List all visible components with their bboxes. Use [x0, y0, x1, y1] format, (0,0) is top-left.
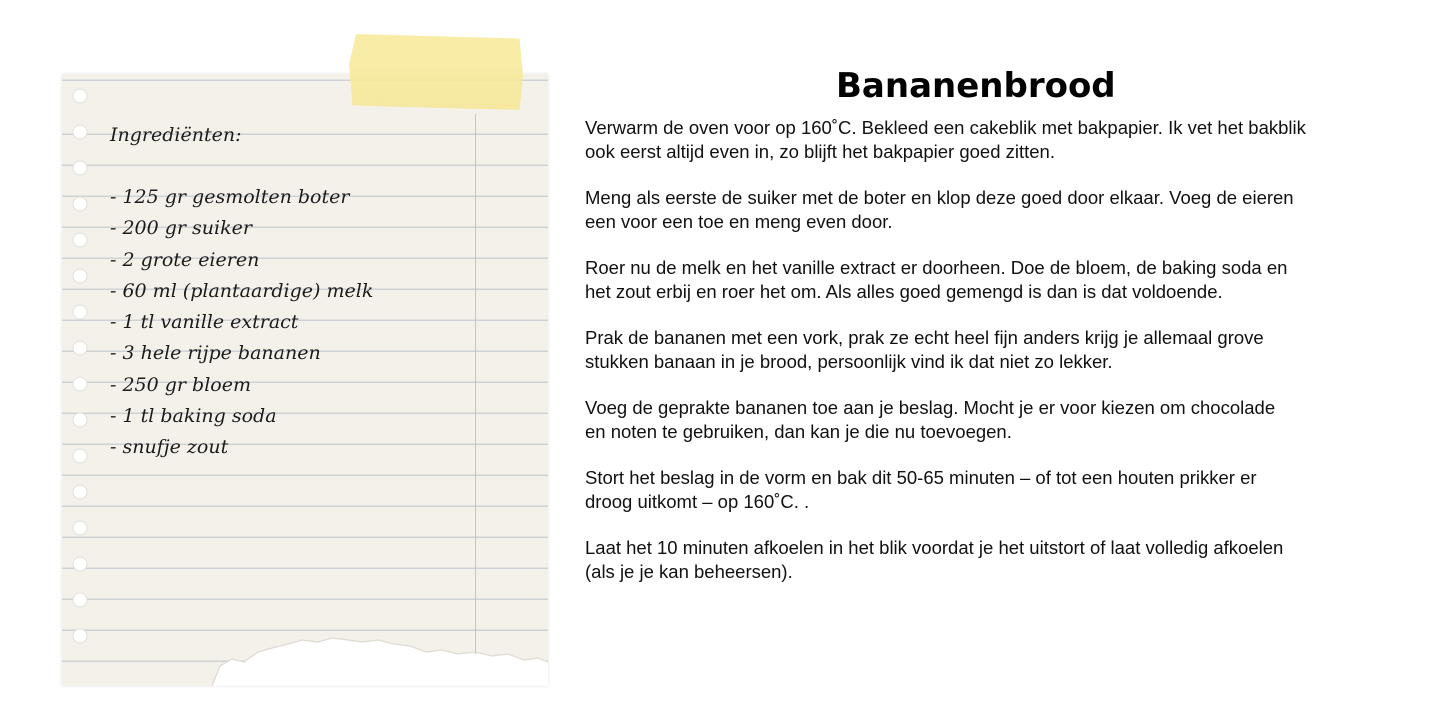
- step-paragraph: Voeg de geprakte bananen toe aan je beslag. Mocht je er voor kiezen om chocolade en noten te gebruiken, dan kan je die nu toevoegen.: [585, 397, 1276, 442]
- margin-line: [475, 114, 476, 654]
- ingredients-section: [110, 120, 450, 464]
- recipe-steps: [585, 116, 1420, 606]
- ingredient-item: - 200 gr suiker: [110, 217, 252, 240]
- masking-tape: [349, 34, 523, 110]
- step-paragraph: Verwarm de oven voor op 160˚C. Bekleed een cakeblik met bakpapier. Ik vet het bakblik ook eerst altijd even in, zo blijft het bakpapier goed zitten.: [585, 117, 1306, 162]
- recipe-title: Bananenbrood: [836, 66, 1116, 106]
- step-paragraph: Laat het 10 minuten afkoelen in het blik voordat je het uitstort of laat volledig afkoelen (als je je kan beheersen).: [585, 537, 1284, 582]
- ingredient-item: - snufje zout: [110, 436, 229, 459]
- ingredients-list: [110, 182, 450, 464]
- ingredients-title: Ingrediënten:: [110, 124, 242, 146]
- ingredient-item: - 3 hele rijpe bananen: [110, 342, 321, 365]
- ingredient-item: - 1 tl vanille extract: [110, 311, 299, 334]
- ingredient-item: - 2 grote eieren: [110, 248, 260, 271]
- step-paragraph: Roer nu de melk en het vanille extract er doorheen. Doe de bloem, de baking soda en het zout erbij en roer het om. Als alles goed gemengd is dan is dat voldoende.: [585, 257, 1288, 302]
- ingredient-item: - 60 ml (plantaardige) melk: [110, 279, 374, 302]
- ingredient-item: - 250 gr bloem: [110, 373, 251, 396]
- ingredient-item: - 1 tl baking soda: [110, 405, 277, 428]
- step-paragraph: Meng als eerste de suiker met de boter en klop deze goed door elkaar. Voeg de eieren een voor een toe en meng even door.: [585, 187, 1294, 232]
- step-paragraph: Stort het beslag in de vorm en bak dit 50-65 minuten – of tot een houten prikker er droog uitkomt – op 160˚C. .: [585, 467, 1257, 512]
- ingredient-item: - 125 gr gesmolten boter: [110, 186, 350, 208]
- step-paragraph: Prak de bananen met een vork, prak ze echt heel fijn anders krijg je allemaal grove stukken banaan in je brood, persoonlijk vind ik dat niet zo lekker.: [585, 327, 1264, 372]
